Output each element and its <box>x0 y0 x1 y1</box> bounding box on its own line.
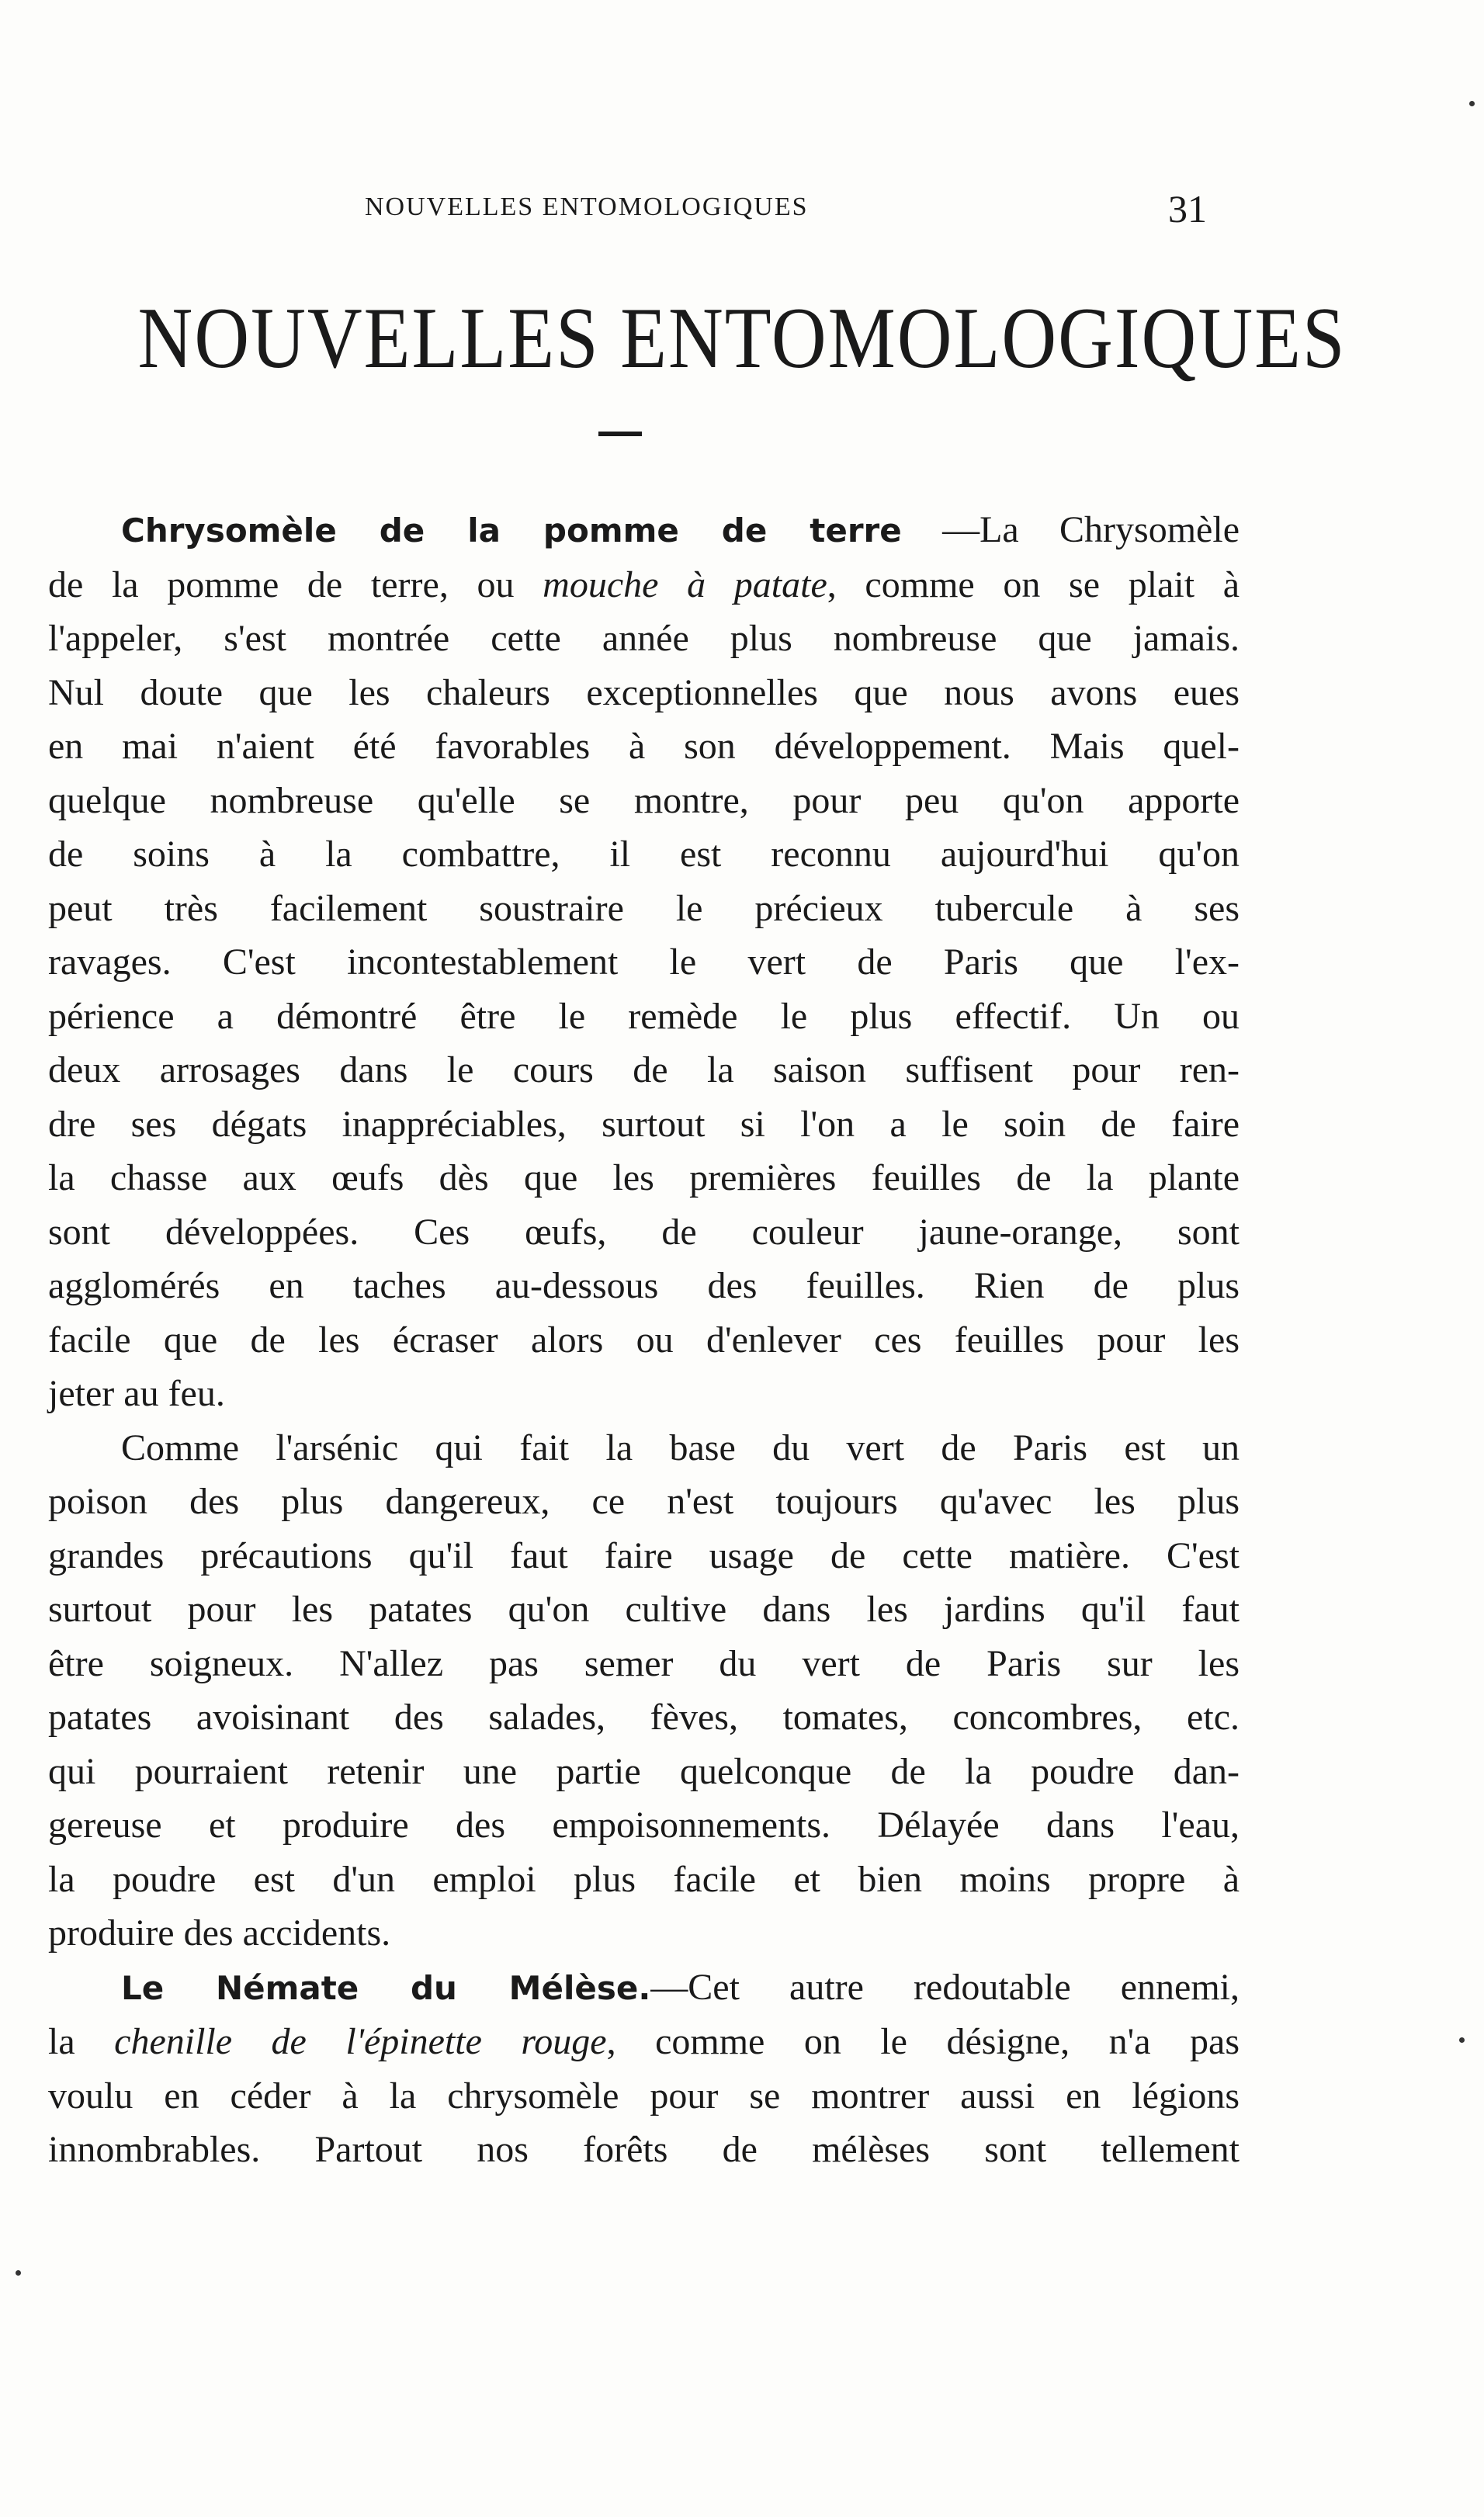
section-heading: Le Némate du Mélèse. <box>121 1968 651 2007</box>
text-line: grandes précautions qu'il faut faire usage de cette matière. C'est <box>48 1534 1240 1576</box>
text-line: agglomérés en taches au-dessous des feuilles. Rien de plus <box>48 1265 1240 1306</box>
text-line: qui pourraient retenir une partie quelconque de la poudre dan- <box>48 1750 1240 1792</box>
page-number: 31 <box>1168 187 1207 231</box>
text-line: quelque nombreuse qu'elle se montre, pour peu qu'on apporte <box>48 779 1240 821</box>
running-head: NOUVELLES ENTOMOLOGIQUES <box>365 192 809 221</box>
text-line: poison des plus dangereux, ce n'est toujours qu'avec les plus <box>48 1481 1240 1522</box>
text-line: de la pomme de terre, ou mouche à patate, comme on se plait à <box>48 563 1240 605</box>
text-line: facile que de les écraser alors ou d'enlever ces feuilles pour les <box>48 1319 1240 1361</box>
text-line: de soins à la combattre, il est reconnu aujourd'hui qu'on <box>48 834 1240 875</box>
text-line: surtout pour les patates qu'on cultive dans les jardins qu'il faut <box>48 1589 1240 1630</box>
text-line: la poudre est d'un emploi plus facile et bien moins propre à <box>48 1858 1240 1900</box>
text-line: voulu en céder à la chrysomèle pour se montrer aussi en légions <box>48 2075 1240 2117</box>
text-line: Comme l'arsénic qui fait la base du vert de Paris est un <box>121 1427 1240 1468</box>
paragraph-arsenic <box>48 1421 1240 1961</box>
text-line: la chasse aux œufs dès que les premières feuilles de la plante <box>48 1157 1240 1198</box>
article-body <box>48 503 1240 2177</box>
text-line: en mai n'aient été favorables à son développement. Mais quel- <box>48 726 1240 767</box>
text-line: deux arrosages dans le cours de la saison suffisent pour ren- <box>48 1049 1240 1090</box>
text-line: gereuse et produire des empoisonnements. Délayée dans l'eau, <box>48 1805 1240 1846</box>
italic-term: mouche à patate <box>543 563 827 605</box>
paragraph-nemate <box>48 1961 1240 2177</box>
text-line: sont développées. Ces œufs, de couleur jaune-orange, sont <box>48 1211 1240 1253</box>
title-rule <box>598 432 642 436</box>
text-line: Nul doute que les chaleurs exceptionnelles que nous avons eues <box>48 671 1240 713</box>
article-title: NOUVELLES ENTOMOLOGIQUES <box>137 289 1347 387</box>
text-line: Le Némate du Mélèse.—Cet autre redoutable ennemi, <box>121 1966 1240 2008</box>
text-line: jeter au feu. <box>48 1373 225 1414</box>
text-line: périence a démontré être le remède le plus effectif. Un ou <box>48 995 1240 1037</box>
paragraph-chrysomele <box>48 503 1240 1421</box>
text-line: patates avoisinant des salades, fèves, tomates, concombres, etc. <box>48 1697 1240 1738</box>
text-line: ravages. C'est incontestablement le vert de Paris que l'ex- <box>48 941 1240 983</box>
text-line: être soigneux. N'allez pas semer du vert de Paris sur les <box>48 1642 1240 1684</box>
ink-speck <box>1469 101 1475 106</box>
ink-speck <box>16 2270 21 2276</box>
text-line: l'appeler, s'est montrée cette année plus nombreuse que jamais. <box>48 618 1240 659</box>
section-heading: Chrysomèle de la pomme de terre <box>121 511 902 550</box>
italic-term: chenille de l'épinette rouge <box>114 2021 607 2062</box>
text-line: peut très facilement soustraire le précieux tubercule à ses <box>48 887 1240 929</box>
text-line: Chrysomèle de la pomme de terre —La Chrysomèle <box>121 509 1240 550</box>
ink-speck <box>1459 2037 1465 2043</box>
text-line: dre ses dégats inappréciables, surtout si l'on a le soin de faire <box>48 1103 1240 1145</box>
text-line: innombrables. Partout nos forêts de mélèses sont tellement <box>48 2129 1240 2170</box>
text-line: la chenille de l'épinette rouge, comme on le désigne, n'a pas <box>48 2021 1240 2062</box>
text-line: produire des accidents. <box>48 1912 391 1954</box>
